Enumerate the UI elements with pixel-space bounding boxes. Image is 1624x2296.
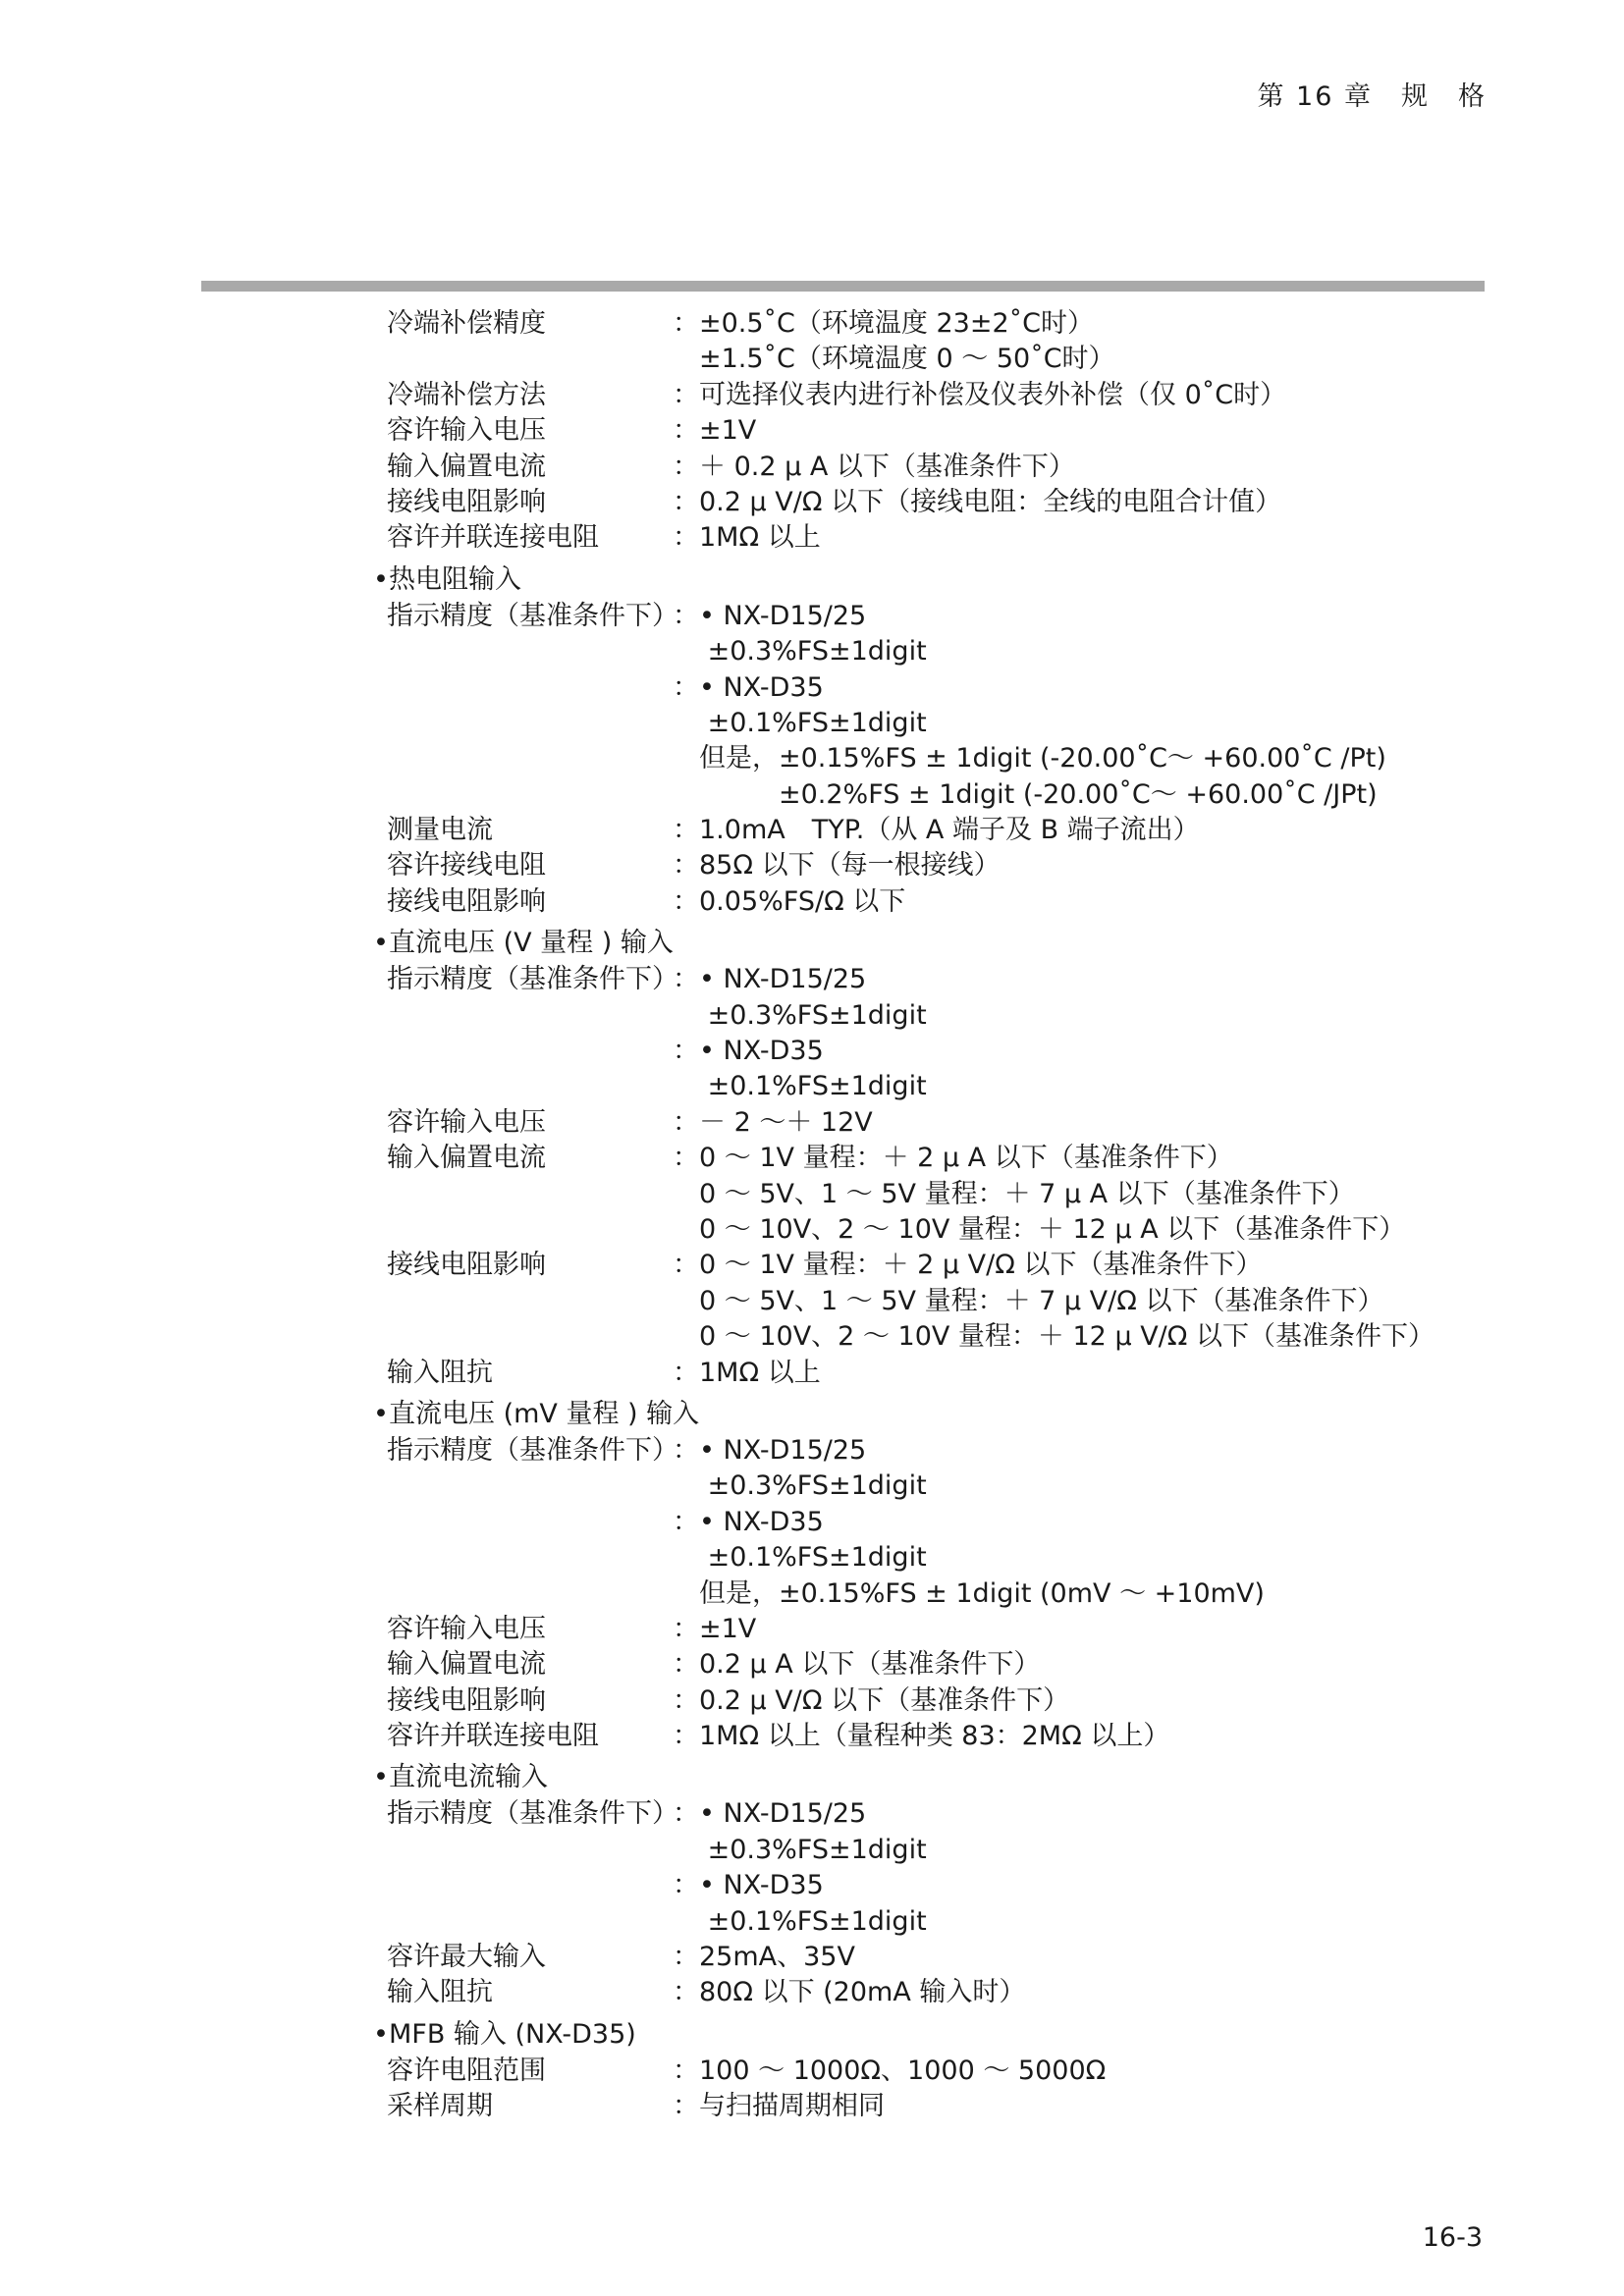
spec-value: 0 ～ 10V、2 ～ 10V 量程：＋ 12 μ V/Ω 以下（基准条件下） — [673, 1321, 1435, 1353]
spec-value: ：• NX-D15/25 — [673, 1434, 867, 1466]
spec-label: 冷端补偿精度 — [387, 308, 546, 339]
spec-row — [373, 1319, 1492, 1355]
spec-label: 输入偏置电流 — [387, 1649, 546, 1681]
spec-value: ：• NX-D35 — [673, 1870, 824, 1901]
spec-row — [373, 962, 1492, 997]
spec-label — [373, 1069, 673, 1104]
spec-label: 指示精度（基准条件下） — [387, 964, 678, 995]
spec-value: ：±0.5˚C（环境温度 23±2˚C时） — [673, 308, 1095, 339]
spec-value: ：100 ～ 1000Ω、1000 ～ 5000Ω — [673, 2055, 1107, 2086]
spec-row — [373, 1576, 1492, 1612]
section-heading-text: 热电阻输入 — [389, 563, 521, 595]
bullet-icon: • — [373, 1398, 389, 1429]
spec-label: 容许输入电压 — [387, 415, 546, 447]
section-heading — [373, 2011, 1492, 2054]
spec-label — [373, 1505, 673, 1540]
spec-label: 容许最大输入 — [387, 1942, 546, 1973]
spec-value: ±0.2%FS ± 1digit (-20.00˚C～ +60.00˚C /JPt) — [673, 778, 1378, 810]
spec-value: ：可选择仪表内进行补偿及仪表外补偿（仅 0˚C时） — [673, 379, 1287, 410]
spec-content — [373, 306, 1492, 2125]
spec-row — [373, 378, 1492, 413]
spec-row — [373, 1796, 1492, 1832]
spec-value: 0 ～ 5V、1 ～ 5V 量程：＋ 7 μ V/Ω 以下（基准条件下） — [673, 1285, 1384, 1316]
spec-value: ：－ 2 ～＋ 12V — [673, 1106, 873, 1138]
spec-value: ：• NX-D15/25 — [673, 964, 867, 995]
spec-row — [373, 1177, 1492, 1212]
spec-label — [373, 706, 673, 741]
spec-row — [373, 884, 1492, 920]
spec-row — [373, 1612, 1492, 1647]
chapter-header: 第 16 章 规 格 — [1257, 81, 1487, 112]
spec-row — [373, 306, 1492, 342]
spec-row — [373, 1719, 1492, 1754]
spec-value: ：＋ 0.2 μ A 以下（基准条件下） — [673, 451, 1075, 482]
spec-row — [373, 1975, 1492, 2010]
spec-label: 容许并联连接电阻 — [387, 522, 599, 554]
spec-row — [373, 1540, 1492, 1575]
spec-label: 采样周期 — [387, 2091, 493, 2122]
spec-label: 输入偏置电流 — [387, 1143, 546, 1174]
spec-label — [373, 1212, 673, 1248]
spec-label: 输入阻抗 — [387, 1977, 493, 2008]
spec-row — [373, 670, 1492, 706]
spec-row — [373, 342, 1492, 377]
spec-value: ±0.3%FS±1digit — [673, 1834, 927, 1865]
spec-row — [373, 1833, 1492, 1868]
spec-value: ：80Ω 以下 (20mA 输入时） — [673, 1977, 1026, 2008]
spec-value: ：25mA、35V — [673, 1942, 855, 1973]
spec-row — [373, 599, 1492, 634]
spec-label: 接线电阻影响 — [387, 486, 546, 517]
spec-row — [373, 1141, 1492, 1176]
spec-label — [373, 1540, 673, 1575]
bullet-icon: • — [373, 2018, 389, 2050]
spec-row — [373, 777, 1492, 813]
spec-value: ：• NX-D15/25 — [673, 600, 867, 631]
page-number: 16-3 — [1422, 2222, 1483, 2253]
spec-value: 但是，±0.15%FS ± 1digit (0mV ～ +10mV) — [673, 1577, 1265, 1609]
spec-value: ：0.05%FS/Ω 以下 — [673, 885, 906, 917]
section-heading-text: 直流电压 (V 量程 ) 输入 — [389, 928, 674, 959]
spec-value: ：0.2 μ V/Ω 以下（基准条件下） — [673, 1684, 1070, 1716]
spec-row — [373, 485, 1492, 520]
spec-value: ：• NX-D35 — [673, 1506, 824, 1537]
spec-value: ：0 ～ 1V 量程：＋ 2 μ V/Ω 以下（基准条件下） — [673, 1250, 1263, 1281]
spec-label — [373, 634, 673, 669]
spec-row — [373, 450, 1492, 485]
spec-value: ：0.2 μ A 以下（基准条件下） — [673, 1649, 1041, 1681]
spec-label — [373, 342, 673, 377]
spec-label — [373, 998, 673, 1034]
spec-label: 接线电阻影响 — [387, 885, 546, 917]
spec-row — [373, 2054, 1492, 2089]
spec-row — [373, 1034, 1492, 1069]
spec-value: ±0.1%FS±1digit — [673, 707, 927, 738]
bullet-icon: • — [373, 563, 389, 595]
spec-row — [373, 1904, 1492, 1940]
spec-label: 容许电阻范围 — [387, 2055, 546, 2086]
spec-value: ±1.5˚C（环境温度 0 ～ 50˚C时） — [673, 344, 1115, 375]
spec-label: 指示精度（基准条件下） — [387, 1434, 678, 1466]
spec-value: ：• NX-D15/25 — [673, 1798, 867, 1830]
spec-label: 输入偏置电流 — [387, 451, 546, 482]
spec-row — [373, 1356, 1492, 1391]
section-heading-text: MFB 输入 (NX-D35) — [389, 2018, 636, 2050]
spec-row — [373, 413, 1492, 449]
spec-row — [373, 1468, 1492, 1504]
spec-label: 指示精度（基准条件下） — [387, 1798, 678, 1830]
spec-value: ±0.1%FS±1digit — [673, 1905, 927, 1937]
section-heading-text: 直流电流输入 — [389, 1762, 548, 1793]
spec-label: 接线电阻影响 — [387, 1250, 546, 1281]
section-heading — [373, 920, 1492, 962]
spec-label — [373, 777, 673, 813]
spec-row — [373, 848, 1492, 883]
spec-label — [373, 741, 673, 776]
spec-label — [373, 1177, 673, 1212]
spec-row — [373, 1284, 1492, 1319]
bullet-icon: • — [373, 928, 389, 959]
section-heading — [373, 557, 1492, 599]
spec-label — [373, 1034, 673, 1069]
spec-label: 容许接线电阻 — [387, 850, 546, 881]
section-divider — [201, 281, 1485, 292]
spec-value: ：85Ω 以下（每一根接线） — [673, 850, 1001, 881]
spec-value: ：• NX-D35 — [673, 671, 824, 703]
spec-value: ±0.3%FS±1digit — [673, 1470, 927, 1502]
spec-value: 但是，±0.15%FS ± 1digit (-20.00˚C～ +60.00˚C /Pt) — [673, 743, 1386, 774]
spec-row — [373, 813, 1492, 848]
spec-row — [373, 1940, 1492, 1975]
spec-label — [373, 1284, 673, 1319]
spec-value: ±0.3%FS±1digit — [673, 999, 927, 1031]
spec-label: 测量电流 — [387, 815, 493, 846]
spec-label — [373, 670, 673, 706]
spec-row — [373, 1433, 1492, 1468]
spec-row — [373, 706, 1492, 741]
spec-value: ：• NX-D35 — [673, 1036, 824, 1067]
spec-label: 容许输入电压 — [387, 1106, 546, 1138]
section-heading-text: 直流电压 (mV 量程 ) 输入 — [389, 1398, 700, 1429]
spec-label — [373, 1468, 673, 1504]
bullet-icon: • — [373, 1762, 389, 1793]
spec-row — [373, 2089, 1492, 2124]
section-heading — [373, 1391, 1492, 1433]
spec-value: ：1MΩ 以上 — [673, 522, 821, 554]
spec-value: ：1MΩ 以上（量程种类 83：2MΩ 以上） — [673, 1721, 1170, 1752]
spec-value: ：0.2 μ V/Ω 以下（接线电阻：全线的电阻合计值） — [673, 486, 1282, 517]
spec-value: 0 ～ 10V、2 ～ 10V 量程：＋ 12 μ A 以下（基准条件下） — [673, 1213, 1406, 1245]
spec-label: 接线电阻影响 — [387, 1684, 546, 1716]
spec-value: ±0.1%FS±1digit — [673, 1071, 927, 1102]
spec-value: ±0.1%FS±1digit — [673, 1542, 927, 1574]
spec-label — [373, 1833, 673, 1868]
spec-label: 容许输入电压 — [387, 1613, 546, 1644]
spec-row — [373, 1647, 1492, 1682]
section-heading — [373, 1754, 1492, 1796]
spec-label — [373, 1904, 673, 1940]
spec-label — [373, 1868, 673, 1903]
spec-value: ：1.0mA TYP.（从 A 端子及 B 端子流出） — [673, 815, 1200, 846]
spec-row — [373, 998, 1492, 1034]
spec-value: ：±1V — [673, 1613, 757, 1644]
spec-value: ：0 ～ 1V 量程：＋ 2 μ A 以下（基准条件下） — [673, 1143, 1233, 1174]
spec-label — [373, 1319, 673, 1355]
spec-value: ±0.3%FS±1digit — [673, 636, 927, 667]
spec-label — [373, 1576, 673, 1612]
spec-label: 输入阻抗 — [387, 1357, 493, 1388]
spec-label: 冷端补偿方法 — [387, 379, 546, 410]
spec-row — [373, 1505, 1492, 1540]
spec-row — [373, 634, 1492, 669]
spec-value: ：与扫描周期相同 — [673, 2091, 885, 2122]
spec-label: 容许并联连接电阻 — [387, 1721, 599, 1752]
spec-value: ：1MΩ 以上 — [673, 1357, 821, 1388]
spec-row — [373, 741, 1492, 776]
spec-value: 0 ～ 5V、1 ～ 5V 量程：＋ 7 μ A 以下（基准条件下） — [673, 1178, 1355, 1209]
spec-value: ：±1V — [673, 415, 757, 447]
spec-label: 指示精度（基准条件下） — [387, 600, 678, 631]
spec-row — [373, 1868, 1492, 1903]
spec-row — [373, 1212, 1492, 1248]
spec-row — [373, 1683, 1492, 1719]
spec-row — [373, 1069, 1492, 1104]
spec-row — [373, 520, 1492, 556]
spec-row — [373, 1248, 1492, 1283]
spec-row — [373, 1105, 1492, 1141]
